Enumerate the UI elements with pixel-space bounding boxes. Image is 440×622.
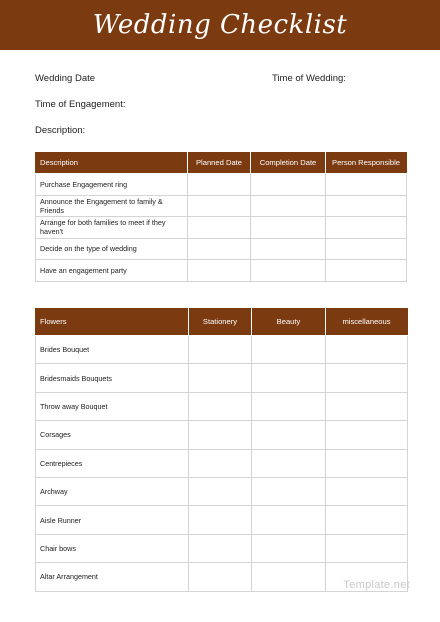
time-of-wedding-label: Time of Wedding: [272, 73, 346, 84]
miscellaneous-cell[interactable] [326, 336, 408, 364]
table-row [36, 449, 408, 477]
table-row [36, 238, 407, 260]
table-row [36, 534, 408, 562]
person-responsible-cell[interactable] [326, 217, 407, 239]
item-cell: Chair bows [36, 534, 189, 562]
item-cell: Brides Bouquet [36, 336, 189, 364]
item-cell: Centrepieces [36, 449, 189, 477]
person-responsible-cell[interactable] [326, 260, 407, 282]
person-responsible-cell[interactable] [326, 238, 407, 260]
table-row [36, 217, 407, 239]
table-row [36, 260, 407, 282]
planned-date-cell[interactable] [188, 238, 251, 260]
completion-date-cell[interactable] [251, 195, 326, 217]
table-row [36, 477, 408, 505]
page-title: Wedding Checklist [92, 10, 348, 40]
beauty-cell[interactable] [252, 449, 326, 477]
table-header-row [36, 152, 407, 174]
task-cell: Purchase Engagement ring [36, 174, 188, 196]
item-cell: Archway [36, 477, 189, 505]
column-header: Person Responsible [326, 152, 407, 174]
wedding-date-label: Wedding Date [35, 73, 96, 84]
stationery-cell[interactable] [189, 449, 252, 477]
stationery-cell[interactable] [189, 506, 252, 534]
beauty-cell[interactable] [252, 392, 326, 420]
table-row [36, 421, 408, 449]
beauty-cell[interactable] [252, 336, 326, 364]
table-row [36, 174, 407, 196]
column-header: Description [36, 152, 188, 174]
table-row [36, 364, 408, 392]
miscellaneous-cell[interactable] [326, 506, 408, 534]
table-row [36, 336, 408, 364]
item-cell: Corsages [36, 421, 189, 449]
completion-date-cell[interactable] [251, 174, 326, 196]
table-row [36, 392, 408, 420]
miscellaneous-cell[interactable] [326, 449, 408, 477]
item-cell: Aisle Runner [36, 506, 189, 534]
item-cell: Bridesmaids Bouquets [36, 364, 189, 392]
stationery-cell[interactable] [189, 336, 252, 364]
person-responsible-cell[interactable] [326, 195, 407, 217]
miscellaneous-cell[interactable] [326, 534, 408, 562]
person-responsible-cell[interactable] [326, 174, 407, 196]
table-header-row [36, 308, 408, 336]
column-header: Flowers [36, 308, 189, 336]
planned-date-cell[interactable] [188, 174, 251, 196]
miscellaneous-cell[interactable] [326, 421, 408, 449]
decor-checklist-table [35, 308, 408, 592]
completion-date-cell[interactable] [251, 217, 326, 239]
beauty-cell[interactable] [252, 563, 326, 591]
item-cell: Throw away Bouquet [36, 392, 189, 420]
planned-date-cell[interactable] [188, 195, 251, 217]
stationery-cell[interactable] [189, 421, 252, 449]
miscellaneous-cell[interactable] [326, 392, 408, 420]
miscellaneous-cell[interactable] [326, 364, 408, 392]
description-label: Description: [35, 125, 86, 136]
beauty-cell[interactable] [252, 506, 326, 534]
task-cell: Announce the Engagement to family & Friends [36, 195, 188, 217]
engagement-checklist-table [35, 152, 407, 282]
column-header: miscellaneous [326, 308, 408, 336]
column-header: Planned Date [188, 152, 251, 174]
beauty-cell[interactable] [252, 477, 326, 505]
column-header: Beauty [252, 308, 326, 336]
time-of-engagement-label: Time of Engagement: [35, 99, 126, 110]
completion-date-cell[interactable] [251, 260, 326, 282]
stationery-cell[interactable] [189, 534, 252, 562]
task-cell: Arrange for both families to meet if they haven't [36, 217, 188, 239]
task-cell: Decide on the type of wedding [36, 238, 188, 260]
column-header: Completion Date [251, 152, 326, 174]
item-cell: Altar Arrangement [36, 563, 189, 591]
task-cell: Have an engagement party [36, 260, 188, 282]
beauty-cell[interactable] [252, 534, 326, 562]
beauty-cell[interactable] [252, 364, 326, 392]
header-banner [0, 0, 440, 50]
table-row [36, 506, 408, 534]
table-row [36, 195, 407, 217]
completion-date-cell[interactable] [251, 238, 326, 260]
stationery-cell[interactable] [189, 477, 252, 505]
stationery-cell[interactable] [189, 563, 252, 591]
planned-date-cell[interactable] [188, 260, 251, 282]
stationery-cell[interactable] [189, 392, 252, 420]
column-header: Stationery [189, 308, 252, 336]
stationery-cell[interactable] [189, 364, 252, 392]
watermark: Template.net [343, 579, 410, 591]
planned-date-cell[interactable] [188, 217, 251, 239]
miscellaneous-cell[interactable] [326, 477, 408, 505]
beauty-cell[interactable] [252, 421, 326, 449]
